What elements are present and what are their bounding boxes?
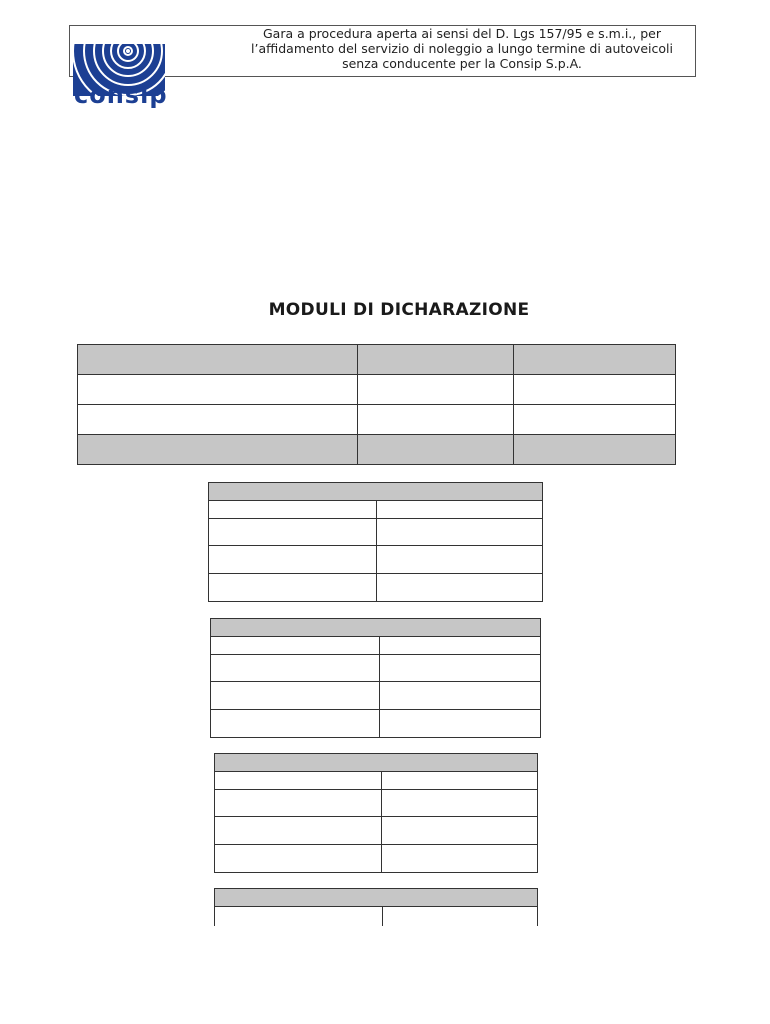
table-row [215, 845, 538, 873]
table-row [211, 710, 541, 738]
table-cell [209, 546, 377, 574]
table-cell [215, 817, 382, 845]
document-title: MODULI DI DICHARAZIONE [268, 300, 530, 320]
table-cell [380, 682, 541, 710]
table-row [215, 772, 538, 790]
table-cell [382, 772, 538, 790]
table-cell [211, 637, 380, 655]
table-cell [215, 889, 538, 907]
table-row [215, 907, 538, 927]
table-cell [78, 375, 358, 405]
table-row [78, 435, 676, 465]
table-cell [211, 655, 380, 682]
table-header-row [209, 483, 543, 501]
table-cell [215, 772, 382, 790]
table-cell [358, 345, 514, 375]
table-cell [211, 710, 380, 738]
table-row [209, 519, 543, 546]
table-header-row [211, 619, 541, 637]
table-cell [209, 574, 377, 602]
table-cell [514, 435, 676, 465]
table-cell [215, 790, 382, 817]
logo-wordmark: consip [74, 81, 168, 109]
table-cell [377, 501, 543, 519]
table-cell [211, 619, 541, 637]
table-row [78, 405, 676, 435]
table-cell [382, 817, 538, 845]
table-cell [514, 345, 676, 375]
header-text [228, 26, 696, 71]
table-cell [358, 405, 514, 435]
table-row [78, 375, 676, 405]
table-cell [215, 845, 382, 873]
sub-table-4-clip [214, 888, 539, 926]
table-cell [380, 637, 541, 655]
table-row [209, 574, 543, 602]
table-cell [209, 501, 377, 519]
table-cell [78, 345, 358, 375]
table-header-row [215, 754, 538, 772]
table-cell [382, 845, 538, 873]
table-cell [215, 907, 383, 927]
table-cell [377, 574, 543, 602]
table-cell [377, 546, 543, 574]
table-cell [380, 655, 541, 682]
table-cell [377, 519, 543, 546]
table-cell [382, 790, 538, 817]
table-cell [78, 405, 358, 435]
table-row [209, 546, 543, 574]
table-cell [215, 754, 538, 772]
sub-table-3 [214, 753, 538, 873]
table-cell [211, 682, 380, 710]
table-cell [383, 907, 538, 927]
table-cell [514, 375, 676, 405]
sub-table-1 [208, 482, 543, 602]
table-cell [514, 405, 676, 435]
table-cell [358, 435, 514, 465]
table-row [211, 637, 541, 655]
header-line-3: senza conducente per la Consip S.p.A. [342, 56, 582, 71]
header-line-2: l’affidamento del servizio di noleggio a lungo termine di autoveicoli [251, 41, 673, 56]
table-row [211, 655, 541, 682]
table-cell [78, 435, 358, 465]
table-cell [358, 375, 514, 405]
table-header-row [215, 889, 538, 907]
header-line-1: Gara a procedura aperta ai sensi del D. Lgs 157/95 e s.m.i., per [263, 26, 661, 41]
sub-table-2 [210, 618, 541, 738]
table-cell [380, 710, 541, 738]
sub-table-4 [214, 888, 538, 926]
table-row [209, 501, 543, 519]
table-row [211, 682, 541, 710]
table-cell [209, 483, 543, 501]
table-row [215, 790, 538, 817]
main-table [77, 344, 676, 465]
table-row [215, 817, 538, 845]
table-row [78, 345, 676, 375]
table-cell [209, 519, 377, 546]
